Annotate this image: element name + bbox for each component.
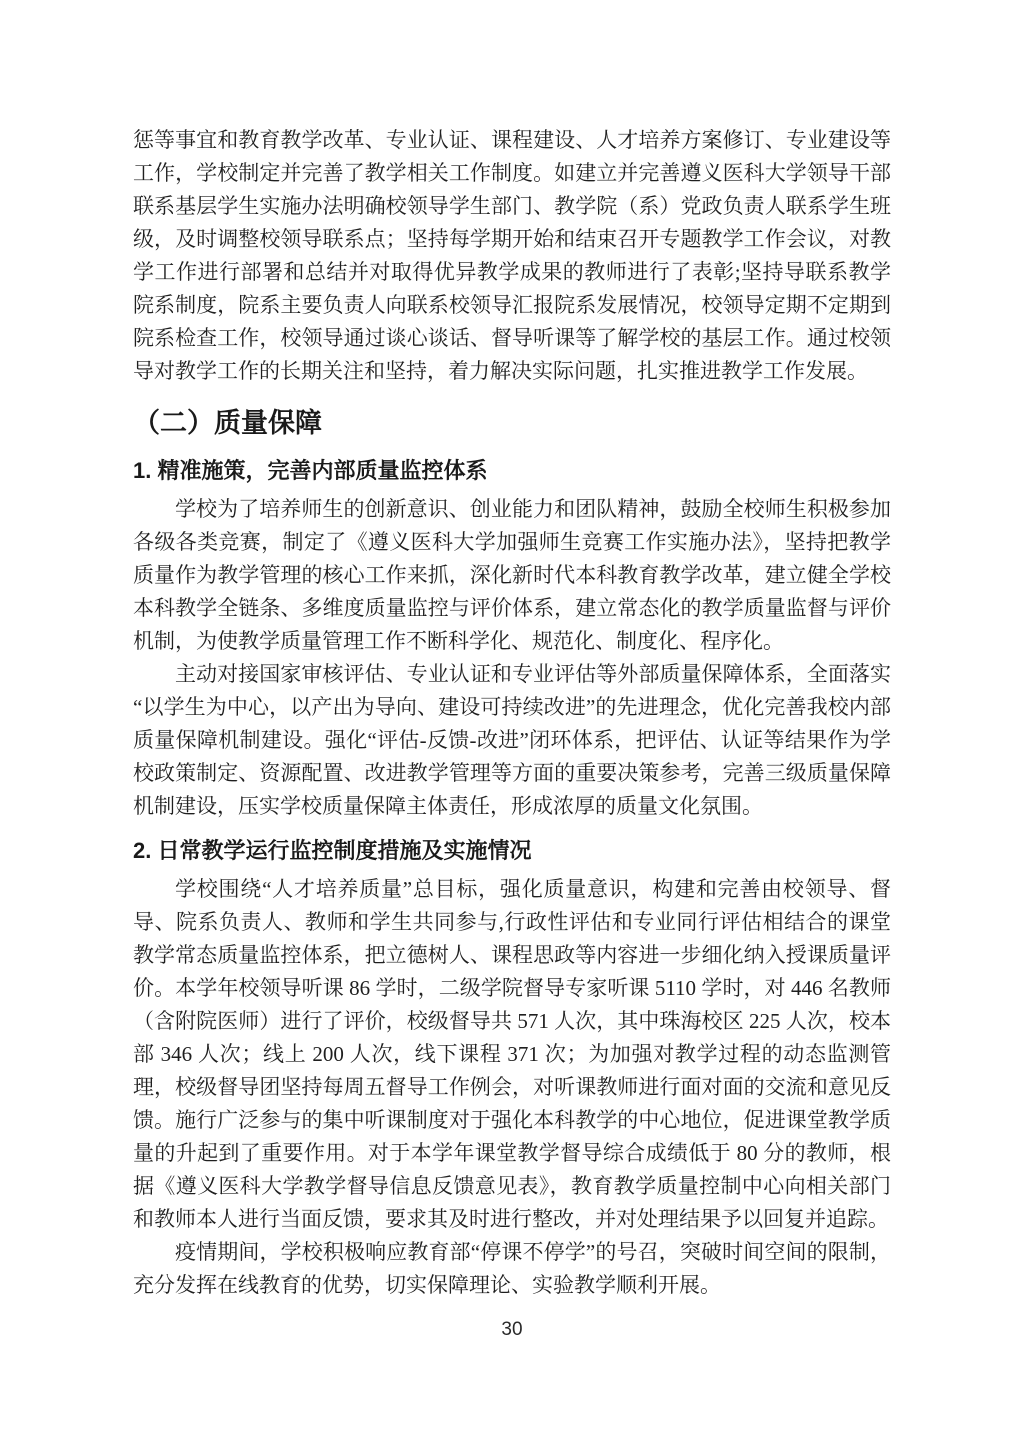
subsection-heading-1: 1. 精准施策，完善内部质量监控体系 (133, 458, 488, 483)
page-number: 30 (501, 1319, 523, 1340)
section-heading-quality-assurance: （二）质量保障 (133, 408, 322, 438)
paragraph-continuation: 惩等事宜和教育教学改革、专业认证、课程建设、人才培养方案修订、专业建设等工作，学校制定并完善了教学相关工作制度。如建立并完善遵义医科大学领导干部联系基层学生实施办法明确校领导学生部门、教学院（系）党政负责人联系学生班级，及时调整校领导联系点；坚持每学期开始和结束召开专题教学工作会议，对教学工作进行部署和总结并对取得优异教学成果的教师进行了表彰;坚持导联系教学院系制度，院系主要负责人向联系校领导汇报院系发展情况，校领导定期不定期到院系检查工作，校领导通过谈心谈话、督导听课等了解学校的基层工作。通过校领导对教学工作的长期关注和坚持，着力解决实际问题，扎实推进教学工作发展。 (133, 128, 891, 383)
paragraph-epidemic-online-teaching: 疫情期间，学校积极响应教育部“停课不停学”的号召，突破时间空间的限制，充分发挥在线教育的优势，切实保障理论、实验教学顺利开展。 (133, 1240, 891, 1297)
paragraph-daily-teaching-monitoring: 学校围绕“人才培养质量”总目标，强化质量意识，构建和完善由校领导、督导、院系负责人、教师和学生共同参与,行政性评估和专业同行评估相结合的课堂教学常态质量监控体系，把立德树人、课程思政等内容进一步细化纳入授课质量评价。本学年校领导听课 86 学时，二级学院督导专家听课 5110 学时，对 446 名教师（含附院医师）进行了评价，校级督导共 571 人次，其中珠海校区 225 人次，校本部 346 人次；线上 200 人次，线下课程 371 次；为加强对教学过程的动态监测管理，校级督导团坚持每周五督导工作例会，对听课教师进行面对面的交流和意见反馈。施行广泛参与的集中听课制度对于强化本科教学的中心地位，促进课堂教学质量的升起到了重要作用。对于本学年课堂教学督导综合成绩低于 80 分的教师，根据《遵义医科大学教学督导信息反馈意见表》，教育教学质量控制中心向相关部门和教师本人进行当面反馈，要求其及时进行整改，并对处理结果予以回复并追踪。 (133, 877, 891, 1231)
subsection-heading-2: 2. 日常教学运行监控制度措施及实施情况 (133, 838, 532, 863)
paragraph-external-quality-system: 主动对接国家审核评估、专业认证和专业评估等外部质量保障体系，全面落实“以学生为中心，以产出为导向、建设可持续改进”的先进理念，优化完善我校内部质量保障机制建设。强化“评估-反馈-改进”闭环体系，把评估、认证等结果作为学校政策制定、资源配置、改进教学管理等方面的重要决策参考，完善三级质量保障机制建设，压实学校质量保障主体责任，形成浓厚的质量文化氛围。 (133, 662, 891, 818)
paragraph-internal-quality-system: 学校为了培养师生的创新意识、创业能力和团队精神，鼓励全校师生积极参加各级各类竞赛，制定了《遵义医科大学加强师生竞赛工作实施办法》，坚持把教学质量作为教学管理的核心工作来抓，深化新时代本科教育教学改革，建立健全学校本科教学全链条、多维度质量监控与评价体系，建立常态化的教学质量监督与评价机制，为使教学质量管理工作不断科学化、规范化、制度化、程序化。 (133, 497, 891, 653)
